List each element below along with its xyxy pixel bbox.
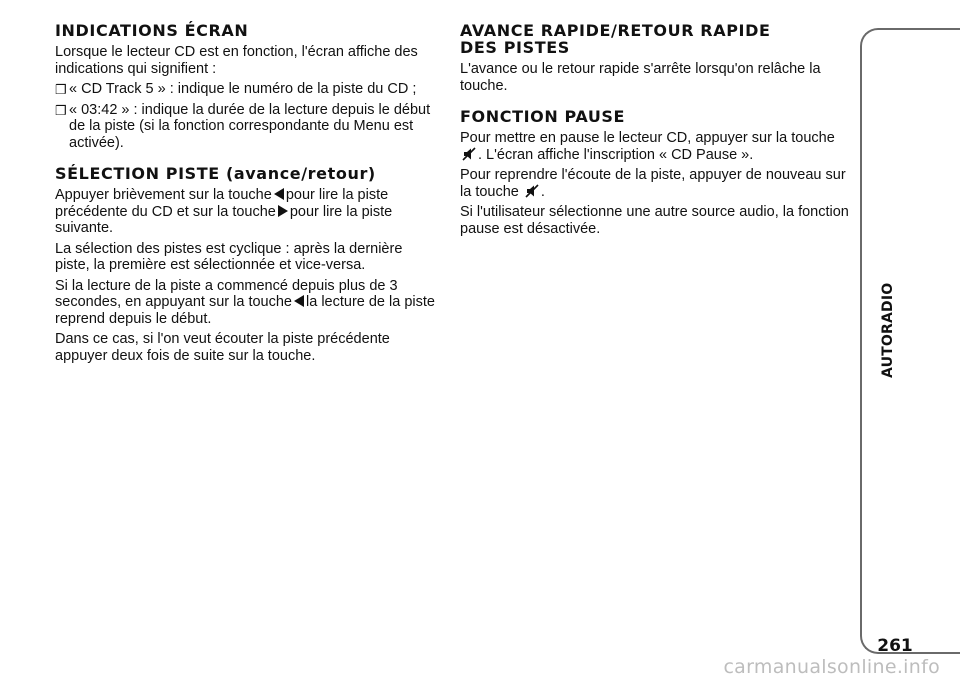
section-selection	[55, 165, 440, 364]
list-item: ❒ « CD Track 5 » : indique le numéro de la piste du CD ;	[55, 81, 417, 97]
pause-paragraph-3: Si l'utilisateur sélectionne une autre source audio, la fonction pause est désactivée.	[460, 204, 849, 237]
section-pause	[460, 108, 850, 237]
pause-paragraph-1: Pour mettre en pause le lecteur CD, appuyer sur la touche . L'écran affiche l'inscription « CD Pause ».	[460, 130, 835, 163]
avance-paragraph-1: L'avance ou le retour rapide s'arrête lorsqu'on relâche la touche.	[460, 61, 821, 94]
heading-pause: FONCTION PAUSE	[460, 107, 626, 126]
list-item: ❒ « 03:42 » : indique la durée de la lecture depuis le début de la piste (si la fonction correspondante du Menu est activée).	[55, 101, 431, 151]
chapter-tab-label: AUTORADIO	[880, 282, 896, 378]
checkbox-bullet-icon: ❒	[55, 82, 67, 97]
checkbox-bullet-icon: ❒	[55, 102, 67, 118]
speaker-mute-icon	[462, 147, 476, 161]
indications-list	[55, 81, 440, 151]
heading-indications: INDICATIONS ÉCRAN	[55, 21, 249, 40]
section-indications	[55, 22, 440, 151]
triangle-left-icon	[274, 188, 284, 200]
indications-intro: Lorsque le lecteur CD est en fonction, l'écran affiche des indications qui signifient :	[55, 44, 418, 77]
chapter-tab	[860, 28, 960, 654]
selection-paragraph-3: Si la lecture de la piste a commencé depuis plus de 3 secondes, en appuyant sur la touche la lecture de la piste reprend depuis le début.	[55, 277, 435, 327]
selection-paragraph-2: La sélection des pistes est cyclique : après la dernière piste, la première est sélectionnée et vice-versa.	[55, 240, 403, 273]
selection-paragraph-4: Dans ce cas, si l'on veut écouter la piste précédente appuyer deux fois de suite sur la touche.	[55, 331, 390, 364]
speaker-mute-icon	[525, 184, 539, 198]
section-avance	[460, 22, 850, 94]
right-column	[460, 22, 850, 241]
watermark: carmanualsonline.info	[723, 656, 940, 678]
heading-avance: AVANCE RAPIDE/RETOUR RAPIDE DES PISTES	[460, 21, 771, 57]
triangle-right-icon	[278, 205, 288, 217]
heading-selection: SÉLECTION PISTE (avance/retour)	[55, 164, 376, 183]
pause-paragraph-2: Pour reprendre l'écoute de la piste, appuyer de nouveau sur la touche .	[460, 167, 846, 200]
left-column	[55, 22, 440, 368]
triangle-left-icon	[294, 295, 304, 307]
selection-paragraph-1: Appuyer brièvement sur la touche pour lire la piste précédente du CD et sur la touche pour lire la piste suivante.	[55, 187, 393, 236]
page-number: 261	[877, 636, 913, 656]
